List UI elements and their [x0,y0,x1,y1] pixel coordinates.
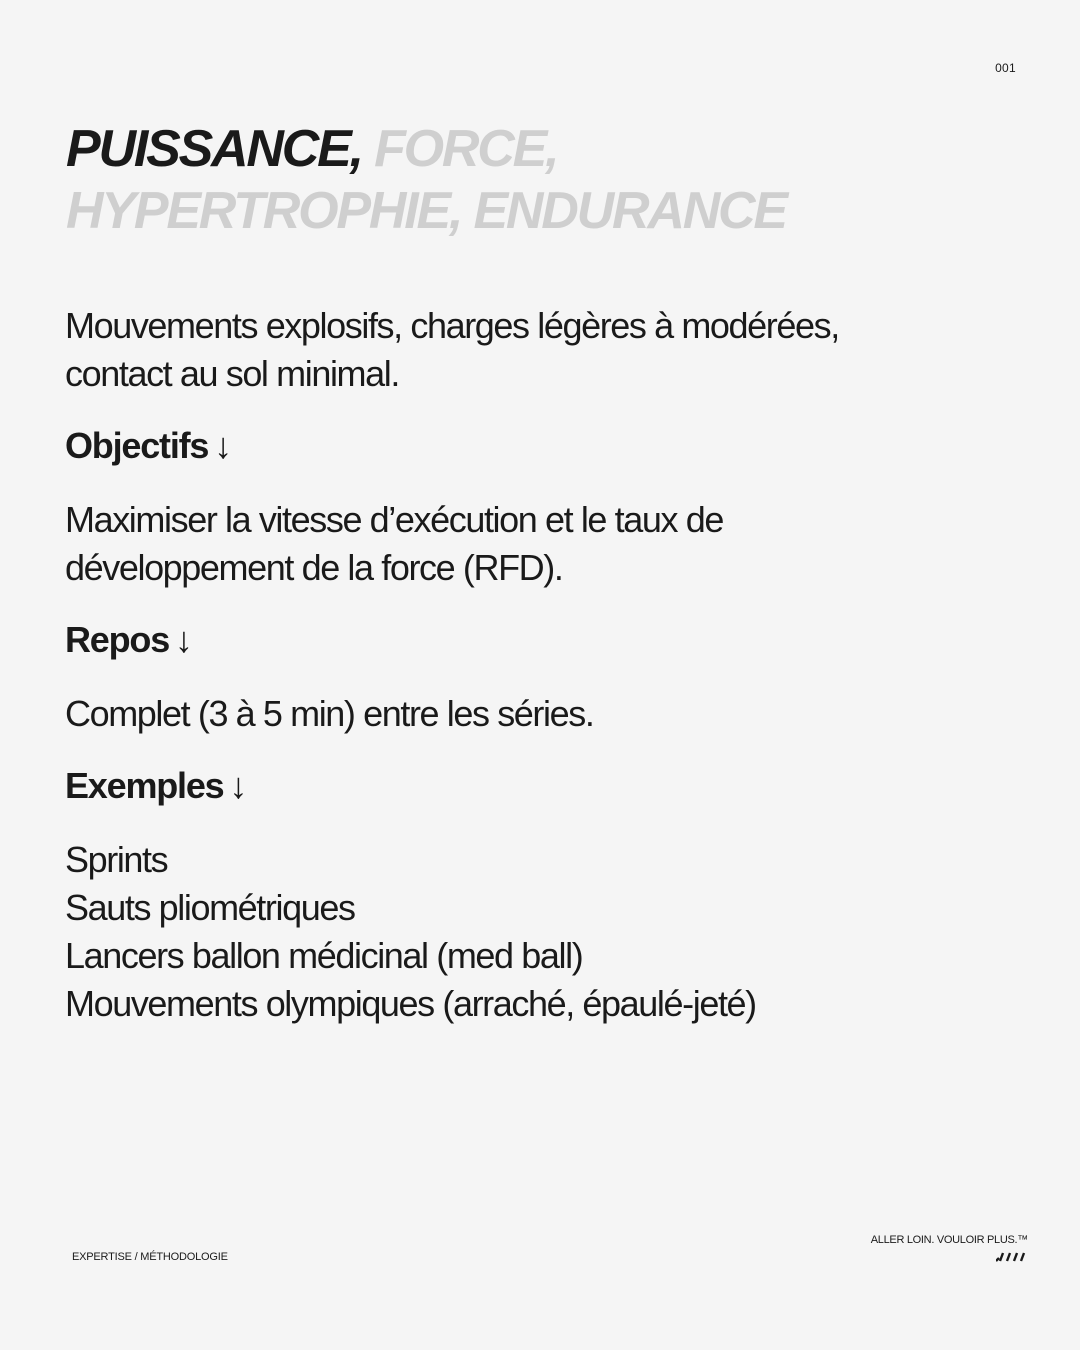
objectives-line-2: développement de la force (RFD). [65,547,563,588]
examples-heading [65,764,1025,808]
objectives-heading-label: Objectifs [65,425,209,466]
page-title [66,118,1026,242]
examples-list [65,836,1025,1028]
footer-brand [871,1234,1028,1262]
footer-tagline: ALLER LOIN. VOULOIR PLUS.™ [870,1234,1028,1246]
arrow-down-icon: ↓ [214,425,232,466]
intro-text [65,302,1025,398]
title-muted-1: FORCE, [374,120,558,178]
list-item: Mouvements olympiques (arraché, épaulé-jeté) [65,983,756,1024]
objectives-line-1: Maximiser la vitesse d’exécution et le taux de [65,499,723,540]
objectives-text [65,496,1025,592]
objectives-heading [65,424,1025,468]
title-strong: PUISSANCE, [66,120,362,178]
page-number: 001 [995,61,1016,75]
footer-category: EXPERTISE / MÉTHODOLOGIE [72,1251,228,1263]
arrow-down-icon: ↓ [175,619,192,660]
slash-marks-logo-icon [996,1252,1028,1262]
list-item: Sprints [65,839,168,880]
intro-line-1: Mouvements explosifs, charges légères à modérées, [65,305,839,346]
intro-line-2: contact au sol minimal. [65,353,399,394]
title-muted-2: HYPERTROPHIE, ENDURANCE [66,182,786,240]
list-item: Sauts pliométriques [65,887,355,928]
list-item: Lancers ballon médicinal (med ball) [65,935,583,976]
rest-heading [65,618,1025,662]
arrow-down-icon: ↓ [229,765,247,806]
examples-heading-label: Exemples [65,765,224,806]
rest-heading-label: Repos [65,619,170,660]
rest-text: Complet (3 à 5 min) entre les séries. [65,693,594,734]
